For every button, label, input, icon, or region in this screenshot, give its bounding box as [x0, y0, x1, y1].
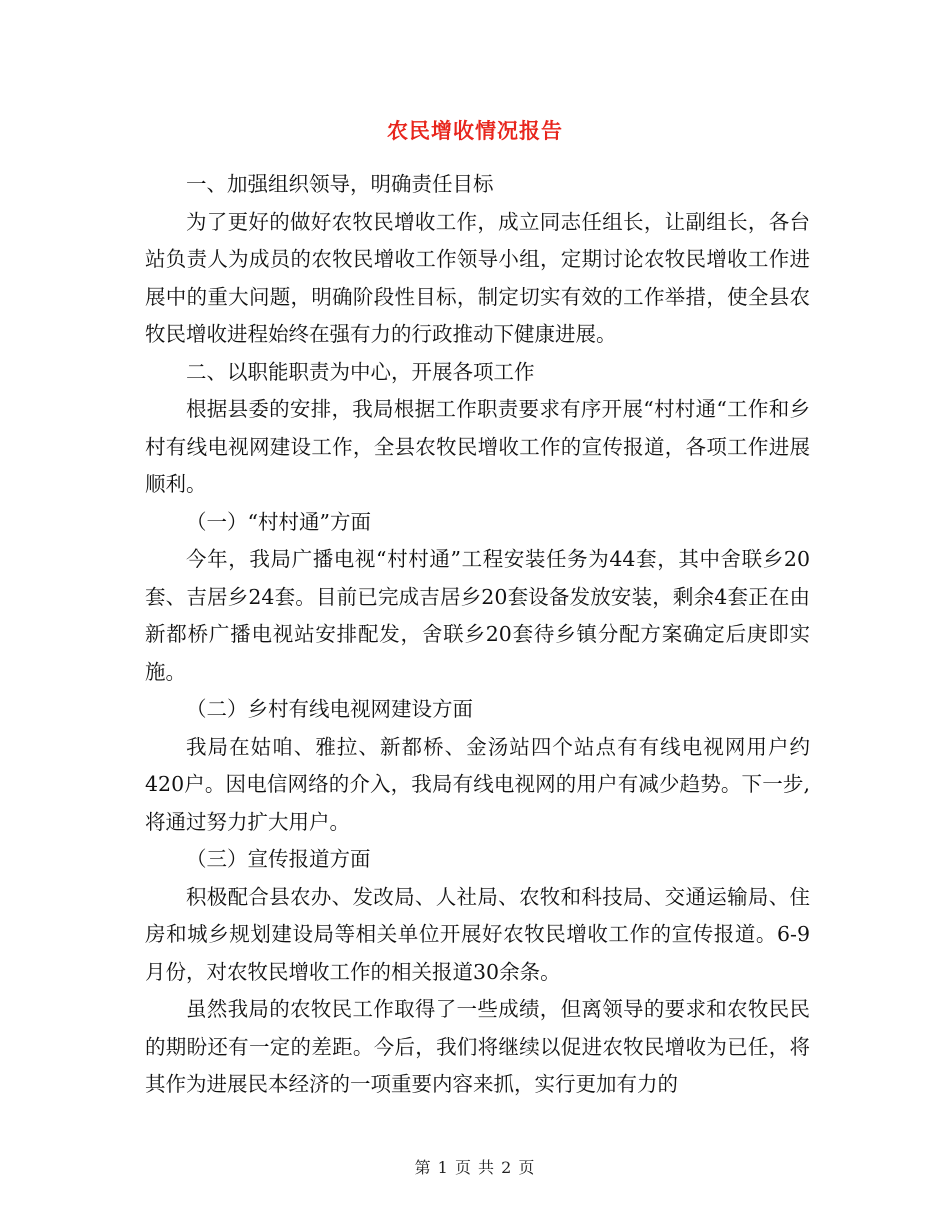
document-body: [145, 166, 810, 1104]
section-heading-1: 一、加强组织领导，明确责任目标: [186, 172, 494, 196]
page-number-footer: 第 1 页 共 2 页: [414, 1158, 536, 1177]
document-title: 农民增收情况报告: [387, 118, 563, 143]
paragraph-2: 根据县委的安排，我局根据工作职责要求有序开展“村村通“工作和乡村有线电视网建设工作，全县农牧民增收工作的宣传报道，各项工作进展顺利。: [145, 397, 810, 496]
subsection-heading-2: （二）乡村有线电视网建设方面: [186, 697, 473, 721]
paragraph-4: 我局在姑咱、雅拉、新都桥、金汤站四个站点有有线电视网用户约420户。因电信网络的介入，我局有线电视网的用户有减少趋势。下一步,将通过努力扩大用户。: [145, 734, 810, 834]
paragraph-5: 积极配合县农办、发改局、人社局、农牧和科技局、交通运输局、住房和城乡规划建设局等相关单位开展好农牧民增收工作的宣传报道。6-9月份，对农牧民增收工作的相关报道30余条。: [145, 884, 810, 984]
section-heading-2: 二、以职能职责为中心，开展各项工作: [186, 359, 535, 384]
paragraph-1: 为了更好的做好农牧民增收工作，成立同志任组长，让副组长，各台站负责人为成员的农牧民增收工作领导小组，定期讨论农牧民增收工作进展中的重大问题，明确阶段性目标，制定切实有效的工作举措，使全县农牧民增收进程始终在强有力的行政推动下健康进展。: [145, 209, 810, 346]
paragraph-3: 今年，我局广播电视“村村通”工程安装任务为44套，其中舍联乡20套、吉居乡24套。目前已完成吉居乡20套设备发放安装，剩余4套正在由新都桥广播电视站安排配发，舍联乡20套待乡镇分配方案确定后庚即实施。: [145, 547, 810, 684]
subsection-heading-1: （一）“村村通”方面: [186, 509, 371, 534]
paragraph-6: 虽然我局的农牧民工作取得了一些成绩，但离领导的要求和农牧民民的期盼还有一定的差距。今后，我们将继续以促进农牧民增收为已任，将其作为进展民本经济的一项重要内容来抓，实行更加有力的: [145, 997, 810, 1096]
subsection-heading-3: （三）宣传报道方面: [186, 847, 371, 871]
